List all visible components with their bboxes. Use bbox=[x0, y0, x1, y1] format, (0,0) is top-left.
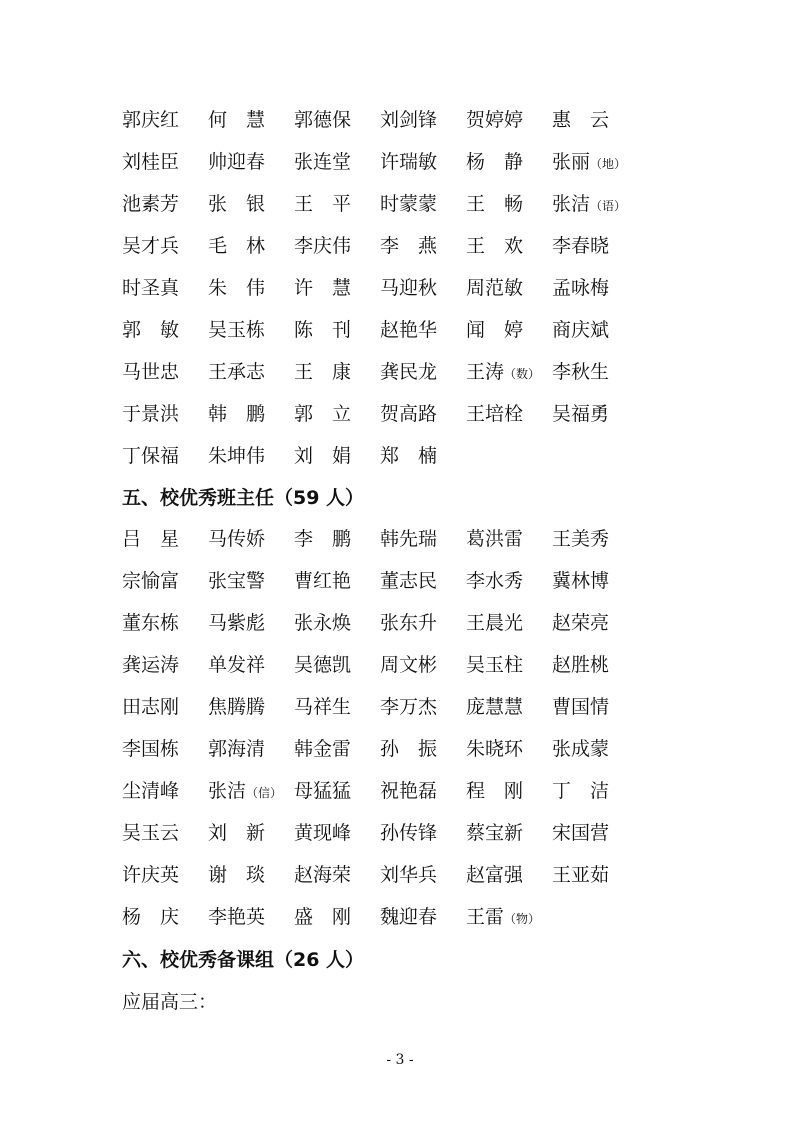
name-text: 吴玉云 bbox=[122, 821, 180, 844]
name-text: 张永焕 bbox=[294, 611, 352, 634]
name-entry bbox=[294, 315, 380, 342]
name-entry bbox=[552, 860, 638, 887]
name-text: 朱 伟 bbox=[208, 276, 266, 299]
name-entry bbox=[466, 902, 552, 929]
name-text: 闻 婷 bbox=[466, 318, 524, 341]
name-text: 张宝警 bbox=[208, 569, 266, 592]
name-text: 韩先瑞 bbox=[380, 527, 438, 550]
name-entry bbox=[380, 315, 466, 342]
name-text: 吴福勇 bbox=[552, 402, 610, 425]
name-entry bbox=[122, 315, 208, 342]
name-text: 张 银 bbox=[208, 192, 266, 215]
name-entry bbox=[380, 818, 466, 845]
name-text: 龚运涛 bbox=[122, 653, 180, 676]
name-text: 郭 立 bbox=[294, 402, 352, 425]
name-text: 惠 云 bbox=[552, 108, 610, 131]
name-entry bbox=[208, 399, 294, 426]
name-row bbox=[122, 181, 638, 223]
name-entry bbox=[552, 734, 638, 761]
name-entry bbox=[294, 189, 380, 216]
name-text: 孟咏梅 bbox=[552, 276, 610, 299]
name-text: 李万杰 bbox=[380, 695, 438, 718]
name-text: 李 鹏 bbox=[294, 527, 352, 550]
name-entry bbox=[208, 734, 294, 761]
name-text: 宋国营 bbox=[552, 821, 610, 844]
name-entry bbox=[552, 650, 638, 677]
name-entry bbox=[552, 818, 638, 845]
name-entry bbox=[122, 818, 208, 845]
name-text: 吴玉栋 bbox=[208, 318, 266, 341]
name-text: 杨 庆 bbox=[122, 905, 180, 928]
name-text: 刘 新 bbox=[208, 821, 266, 844]
name-entry bbox=[122, 273, 208, 300]
name-list-teachers bbox=[122, 97, 638, 475]
name-entry bbox=[380, 902, 466, 929]
name-text: 商庆斌 bbox=[552, 318, 610, 341]
name-row bbox=[122, 852, 638, 894]
name-entry bbox=[122, 860, 208, 887]
name-text: 许 慧 bbox=[294, 276, 352, 299]
name-text: 马传娇 bbox=[208, 527, 266, 550]
name-entry bbox=[466, 315, 552, 342]
name-entry bbox=[380, 776, 466, 803]
name-text: 吕 星 bbox=[122, 527, 180, 550]
name-text: 王晨光 bbox=[466, 611, 524, 634]
name-text: 郭海清 bbox=[208, 737, 266, 760]
name-entry bbox=[294, 860, 380, 887]
section-heading-lesson-groups: 六、校优秀备课组（26 人） bbox=[122, 949, 365, 971]
name-text: 祝艳磊 bbox=[380, 779, 438, 802]
name-text: 郭德保 bbox=[294, 108, 352, 131]
name-entry bbox=[552, 399, 638, 426]
name-text: 郭庆红 bbox=[122, 108, 180, 131]
name-entry bbox=[294, 147, 380, 174]
name-text: 王培栓 bbox=[466, 402, 524, 425]
name-entry bbox=[466, 566, 552, 593]
name-text: 王雷 bbox=[466, 905, 505, 928]
name-text: 贺婷婷 bbox=[466, 108, 524, 131]
name-entry bbox=[552, 608, 638, 635]
name-text: 张成蒙 bbox=[552, 737, 610, 760]
name-entry bbox=[380, 357, 466, 384]
name-entry bbox=[552, 189, 638, 216]
name-entry bbox=[380, 105, 466, 132]
name-note: （语） bbox=[590, 198, 627, 213]
name-text: 冀林博 bbox=[552, 569, 610, 592]
name-text: 李秋生 bbox=[552, 360, 610, 383]
name-entry bbox=[122, 902, 208, 929]
name-text: 焦腾腾 bbox=[208, 695, 266, 718]
name-entry bbox=[122, 147, 208, 174]
name-entry bbox=[208, 902, 294, 929]
name-list-class-teachers bbox=[122, 516, 638, 936]
name-text: 马祥生 bbox=[294, 695, 352, 718]
name-entry bbox=[466, 105, 552, 132]
name-text: 张洁 bbox=[552, 192, 591, 215]
name-text: 宗愉富 bbox=[122, 569, 180, 592]
name-text: 王 畅 bbox=[466, 192, 524, 215]
name-row bbox=[122, 516, 638, 558]
name-entry bbox=[466, 357, 552, 384]
name-entry bbox=[294, 734, 380, 761]
name-entry bbox=[294, 818, 380, 845]
name-text: 龚民龙 bbox=[380, 360, 438, 383]
name-entry bbox=[466, 273, 552, 300]
name-text: 许庆英 bbox=[122, 863, 180, 886]
name-text: 刘剑锋 bbox=[380, 108, 438, 131]
name-entry bbox=[208, 818, 294, 845]
name-entry bbox=[208, 524, 294, 551]
name-entry bbox=[122, 105, 208, 132]
name-note: （物） bbox=[504, 911, 541, 926]
name-entry bbox=[380, 608, 466, 635]
name-row bbox=[122, 349, 638, 391]
name-text: 周范敏 bbox=[466, 276, 524, 299]
name-row bbox=[122, 600, 638, 642]
name-text: 王涛 bbox=[466, 360, 505, 383]
name-entry bbox=[552, 315, 638, 342]
name-entry bbox=[380, 650, 466, 677]
name-entry bbox=[466, 147, 552, 174]
name-row bbox=[122, 894, 638, 936]
name-entry bbox=[208, 566, 294, 593]
name-text: 许瑞敏 bbox=[380, 150, 438, 173]
name-text: 郑 楠 bbox=[380, 444, 438, 467]
name-text: 陈 刊 bbox=[294, 318, 352, 341]
name-entry bbox=[208, 357, 294, 384]
name-text: 李 燕 bbox=[380, 234, 438, 257]
name-text: 谢 琰 bbox=[208, 863, 266, 886]
name-entry bbox=[380, 860, 466, 887]
name-entry bbox=[466, 818, 552, 845]
name-entry bbox=[208, 189, 294, 216]
name-entry bbox=[294, 105, 380, 132]
name-row bbox=[122, 726, 638, 768]
name-text: 孙传锋 bbox=[380, 821, 438, 844]
name-text: 王承志 bbox=[208, 360, 266, 383]
name-text: 丁保福 bbox=[122, 444, 180, 467]
name-text: 盛 刚 bbox=[294, 905, 352, 928]
name-row bbox=[122, 307, 638, 349]
name-row bbox=[122, 391, 638, 433]
name-text: 张丽 bbox=[552, 150, 591, 173]
name-row bbox=[122, 642, 638, 684]
name-text: 王 平 bbox=[294, 192, 352, 215]
name-entry bbox=[208, 608, 294, 635]
name-text: 张东升 bbox=[380, 611, 438, 634]
name-entry bbox=[208, 650, 294, 677]
name-entry bbox=[122, 650, 208, 677]
name-entry bbox=[466, 524, 552, 551]
name-entry bbox=[466, 734, 552, 761]
name-text: 庞慧慧 bbox=[466, 695, 524, 718]
name-row bbox=[122, 433, 638, 475]
name-text: 王 欢 bbox=[466, 234, 524, 257]
name-text: 贺高路 bbox=[380, 402, 438, 425]
name-text: 魏迎春 bbox=[380, 905, 438, 928]
name-row bbox=[122, 768, 638, 810]
name-text: 李国栋 bbox=[122, 737, 180, 760]
name-note: （地） bbox=[590, 156, 627, 171]
name-text: 李艳英 bbox=[208, 905, 266, 928]
name-entry bbox=[122, 399, 208, 426]
name-entry bbox=[122, 608, 208, 635]
name-entry bbox=[122, 734, 208, 761]
name-text: 毛 林 bbox=[208, 234, 266, 257]
name-entry bbox=[466, 399, 552, 426]
name-text: 于景洪 bbox=[122, 402, 180, 425]
name-entry bbox=[122, 524, 208, 551]
name-entry bbox=[208, 231, 294, 258]
name-text: 尘清峰 bbox=[122, 779, 180, 802]
name-text: 曹国情 bbox=[552, 695, 610, 718]
name-text: 孙 振 bbox=[380, 737, 438, 760]
name-text: 张连堂 bbox=[294, 150, 352, 173]
name-text: 葛洪雷 bbox=[466, 527, 524, 550]
name-text: 马紫彪 bbox=[208, 611, 266, 634]
name-entry bbox=[552, 776, 638, 803]
name-entry bbox=[294, 357, 380, 384]
name-entry bbox=[466, 860, 552, 887]
name-text: 何 慧 bbox=[208, 108, 266, 131]
name-text: 王亚茹 bbox=[552, 863, 610, 886]
name-row bbox=[122, 97, 638, 139]
name-text: 韩 鹏 bbox=[208, 402, 266, 425]
name-text: 曹红艳 bbox=[294, 569, 352, 592]
name-entry bbox=[294, 524, 380, 551]
name-row bbox=[122, 684, 638, 726]
name-entry bbox=[122, 231, 208, 258]
name-text: 吴才兵 bbox=[122, 234, 180, 257]
name-entry bbox=[294, 273, 380, 300]
name-text: 朱晓环 bbox=[466, 737, 524, 760]
name-text: 周文彬 bbox=[380, 653, 438, 676]
name-text: 赵富强 bbox=[466, 863, 524, 886]
name-text: 马世忠 bbox=[122, 360, 180, 383]
name-text: 母猛猛 bbox=[294, 779, 352, 802]
name-text: 赵胜桃 bbox=[552, 653, 610, 676]
name-text: 刘 娟 bbox=[294, 444, 352, 467]
name-entry bbox=[466, 231, 552, 258]
name-entry bbox=[294, 776, 380, 803]
name-text: 蔡宝新 bbox=[466, 821, 524, 844]
name-entry bbox=[208, 105, 294, 132]
name-text: 吴玉柱 bbox=[466, 653, 524, 676]
name-entry bbox=[122, 441, 208, 468]
name-text: 赵荣亮 bbox=[552, 611, 610, 634]
name-text: 田志刚 bbox=[122, 695, 180, 718]
name-entry bbox=[122, 357, 208, 384]
name-entry bbox=[294, 608, 380, 635]
name-text: 董东栋 bbox=[122, 611, 180, 634]
name-entry bbox=[466, 776, 552, 803]
name-entry bbox=[208, 692, 294, 719]
name-entry bbox=[466, 608, 552, 635]
name-entry bbox=[552, 524, 638, 551]
name-note: （数） bbox=[504, 366, 541, 381]
name-entry bbox=[380, 273, 466, 300]
name-entry bbox=[552, 357, 638, 384]
name-entry bbox=[552, 231, 638, 258]
page-number: - 3 - bbox=[386, 1052, 414, 1068]
name-text: 帅迎春 bbox=[208, 150, 266, 173]
name-row bbox=[122, 139, 638, 181]
name-entry bbox=[122, 776, 208, 803]
name-text: 马迎秋 bbox=[380, 276, 438, 299]
name-entry bbox=[466, 189, 552, 216]
name-entry bbox=[294, 441, 380, 468]
name-row bbox=[122, 223, 638, 265]
name-text: 王 康 bbox=[294, 360, 352, 383]
name-text: 朱坤伟 bbox=[208, 444, 266, 467]
name-entry bbox=[294, 902, 380, 929]
name-entry bbox=[466, 650, 552, 677]
name-entry bbox=[208, 147, 294, 174]
name-entry bbox=[552, 105, 638, 132]
name-text: 杨 静 bbox=[466, 150, 524, 173]
name-row bbox=[122, 558, 638, 600]
name-text: 黄现峰 bbox=[294, 821, 352, 844]
name-note: （信） bbox=[246, 785, 283, 800]
name-text: 李水秀 bbox=[466, 569, 524, 592]
name-entry bbox=[380, 734, 466, 761]
name-text: 郭 敏 bbox=[122, 318, 180, 341]
name-entry bbox=[552, 273, 638, 300]
name-text: 时圣真 bbox=[122, 276, 180, 299]
name-text: 吴德凯 bbox=[294, 653, 352, 676]
name-entry bbox=[380, 231, 466, 258]
subheading-senior-three: 应届高三： bbox=[122, 991, 218, 1013]
name-text: 李春晓 bbox=[552, 234, 610, 257]
name-entry bbox=[208, 776, 294, 803]
name-text: 丁 洁 bbox=[552, 779, 610, 802]
name-entry bbox=[380, 692, 466, 719]
name-entry bbox=[552, 147, 638, 174]
name-text: 赵海荣 bbox=[294, 863, 352, 886]
name-text: 程 刚 bbox=[466, 779, 524, 802]
name-entry bbox=[122, 566, 208, 593]
name-text: 董志民 bbox=[380, 569, 438, 592]
name-entry bbox=[208, 860, 294, 887]
name-text: 池素芳 bbox=[122, 192, 180, 215]
name-text: 刘桂臣 bbox=[122, 150, 180, 173]
name-text: 时蒙蒙 bbox=[380, 192, 438, 215]
name-entry bbox=[380, 566, 466, 593]
name-text: 刘华兵 bbox=[380, 863, 438, 886]
name-text: 李庆伟 bbox=[294, 234, 352, 257]
name-entry bbox=[294, 399, 380, 426]
name-entry bbox=[380, 441, 466, 468]
name-row bbox=[122, 265, 638, 307]
name-text: 王美秀 bbox=[552, 527, 610, 550]
name-entry bbox=[122, 692, 208, 719]
name-entry bbox=[122, 189, 208, 216]
name-entry bbox=[380, 147, 466, 174]
name-entry bbox=[208, 315, 294, 342]
name-row bbox=[122, 810, 638, 852]
name-entry bbox=[380, 524, 466, 551]
name-entry bbox=[552, 566, 638, 593]
name-text: 赵艳华 bbox=[380, 318, 438, 341]
name-entry bbox=[208, 273, 294, 300]
name-text: 单发祥 bbox=[208, 653, 266, 676]
name-entry bbox=[380, 399, 466, 426]
name-entry bbox=[294, 231, 380, 258]
name-entry bbox=[294, 692, 380, 719]
name-entry bbox=[294, 650, 380, 677]
section-heading-class-teachers: 五、校优秀班主任（59 人） bbox=[122, 487, 365, 509]
name-text: 张洁 bbox=[208, 779, 247, 802]
name-entry bbox=[294, 566, 380, 593]
name-text: 韩金雷 bbox=[294, 737, 352, 760]
name-entry bbox=[552, 692, 638, 719]
name-entry bbox=[466, 692, 552, 719]
name-entry bbox=[208, 441, 294, 468]
name-entry bbox=[380, 189, 466, 216]
